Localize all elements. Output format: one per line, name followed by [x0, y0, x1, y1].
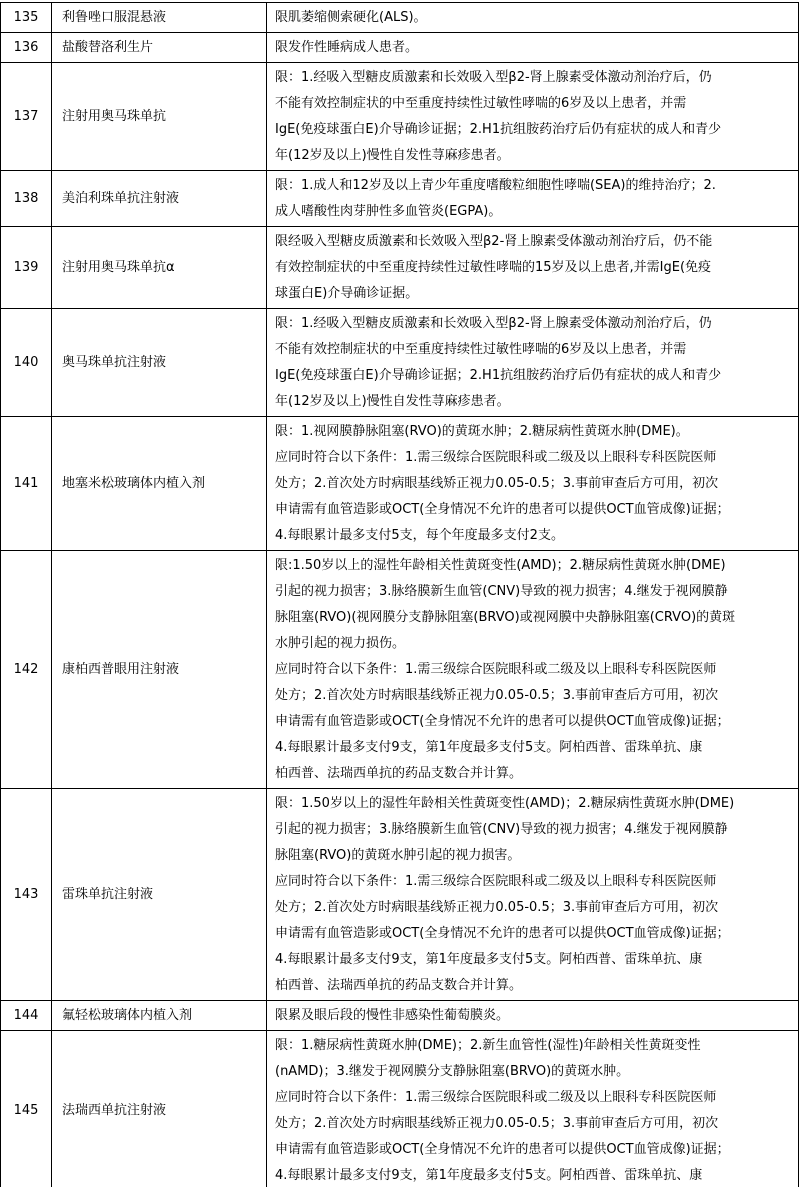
- restriction-line: 限：1.视网膜静脉阻塞(RVO)的黄斑水肿；2.糖尿病性黄斑水肿(DME)。: [275, 424, 689, 439]
- row-number: 144: [13, 1007, 39, 1023]
- drug-name: 康柏西普眼用注射液: [62, 661, 180, 677]
- restriction-line: (nAMD)；3.继发于视网膜分支静脉阻塞(BRVO)的黄斑水肿。: [275, 1064, 630, 1079]
- drug-name-cell: [52, 309, 267, 417]
- restriction-line: 限：1.成人和12岁及以上青少年重度嗜酸粒细胞性哮喘(SEA)的维持治疗；2.: [275, 178, 716, 193]
- restriction-line: 限发作性睡病成人患者。: [275, 40, 419, 55]
- drug-name: 法瑞西单抗注射液: [62, 1102, 167, 1118]
- restriction-cell: [267, 1031, 799, 1187]
- restriction-line: 不能有效控制症状的中至重度持续性过敏性哮喘的6岁及以上患者，并需: [275, 342, 687, 357]
- table-row: [1, 789, 799, 1001]
- row-number-cell: [1, 227, 52, 309]
- restriction-line: 处方；2.首次处方时病眼基线矫正视力0.05-0.5；3.事前审查后方可用，初次: [275, 476, 719, 491]
- table-row: [1, 63, 799, 171]
- table-row: [1, 1031, 799, 1187]
- restriction-line: 申请需有血管造影或OCT(全身情况不允许的患者可以提供OCT血管成像)证据；: [275, 714, 730, 729]
- row-number-cell: [1, 171, 52, 227]
- restriction-line: 处方；2.首次处方时病眼基线矫正视力0.05-0.5；3.事前审查后方可用，初次: [275, 688, 719, 703]
- row-number: 145: [13, 1102, 39, 1118]
- restriction-line: 柏西普、法瑞西单抗的药品支数合并计算。: [275, 978, 523, 993]
- restriction-line: IgE(免疫球蛋白E)介导确诊证据；2.H1抗组胺药治疗后仍有症状的成人和青少: [275, 122, 722, 137]
- drug-name: 美泊利珠单抗注射液: [62, 190, 180, 206]
- drug-name: 盐酸替洛利生片: [62, 39, 154, 55]
- row-number: 139: [13, 259, 39, 275]
- restriction-line: 限肌萎缩侧索硬化(ALS)。: [275, 10, 427, 25]
- restriction-line: 应同时符合以下条件：1.需三级综合医院眼科或二级及以上眼科专科医院医师: [275, 874, 717, 889]
- drug-name: 雷珠单抗注射液: [62, 886, 154, 902]
- restriction-line: 限：1.经吸入型糖皮质激素和长效吸入型β2-肾上腺素受体激动剂治疗后，仍: [275, 70, 712, 85]
- drug-name-cell: [52, 551, 267, 789]
- row-number: 141: [13, 475, 39, 491]
- drug-name: 奥马珠单抗注射液: [62, 354, 167, 370]
- row-number: 138: [13, 190, 39, 206]
- restriction-line: 成人嗜酸性肉芽肿性多血管炎(EGPA)。: [275, 204, 502, 219]
- drug-name-cell: [52, 33, 267, 63]
- restriction-line: 水肿引起的视力损伤。: [275, 636, 406, 651]
- drug-name-cell: [52, 1031, 267, 1187]
- row-number-cell: [1, 417, 52, 551]
- row-number: 135: [13, 9, 39, 25]
- restriction-cell: [267, 309, 799, 417]
- restriction-line: 申请需有血管造影或OCT(全身情况不允许的患者可以提供OCT血管成像)证据；: [275, 1142, 730, 1157]
- drug-name: 利鲁唑口服混悬液: [62, 9, 167, 25]
- restriction-line: 脉阻塞(RVO)的黄斑水肿引起的视力损害。: [275, 848, 521, 863]
- drug-restriction-table: [0, 2, 799, 1187]
- drug-name-cell: [52, 417, 267, 551]
- table-row: [1, 33, 799, 63]
- restriction-line: 限:1.50岁以上的湿性年龄相关性黄斑变性(AMD)；2.糖尿病性黄斑水肿(DME): [275, 558, 726, 573]
- drug-name-cell: [52, 1001, 267, 1031]
- restriction-line: 4.每眼累计最多支付9支，第1年度最多支付5支。阿柏西普、雷珠单抗、康: [275, 740, 703, 755]
- restriction-line: 处方；2.首次处方时病眼基线矫正视力0.05-0.5；3.事前审查后方可用，初次: [275, 1116, 719, 1131]
- restriction-line: 限：1.50岁以上的湿性年龄相关性黄斑变性(AMD)；2.糖尿病性黄斑水肿(DME): [275, 796, 735, 811]
- drug-name: 地塞米松玻璃体内植入剂: [62, 475, 206, 491]
- row-number-cell: [1, 1001, 52, 1031]
- restriction-line: IgE(免疫球蛋白E)介导确诊证据；2.H1抗组胺药治疗后仍有症状的成人和青少: [275, 368, 722, 383]
- drug-name: 氟轻松玻璃体内植入剂: [62, 1007, 193, 1023]
- restriction-line: 4.每眼累计最多支付9支，第1年度最多支付5支。阿柏西普、雷珠单抗、康: [275, 1168, 703, 1183]
- restriction-cell: [267, 551, 799, 789]
- row-number-cell: [1, 33, 52, 63]
- restriction-line: 引起的视力损害；3.脉络膜新生血管(CNV)导致的视力损害；4.继发于视网膜静: [275, 584, 728, 599]
- restriction-line: 脉阻塞(RVO)(视网膜分支静脉阻塞(BRVO)或视网膜中央静脉阻塞(CRVO)的黄斑: [275, 610, 736, 625]
- drug-name-cell: [52, 171, 267, 227]
- table-row: [1, 1001, 799, 1031]
- row-number: 140: [13, 354, 39, 370]
- table-row: [1, 171, 799, 227]
- row-number-cell: [1, 63, 52, 171]
- drug-name-cell: [52, 227, 267, 309]
- restriction-line: 限经吸入型糖皮质激素和长效吸入型β2-肾上腺素受体激动剂治疗后，仍不能: [275, 234, 713, 249]
- restriction-line: 申请需有血管造影或OCT(全身情况不允许的患者可以提供OCT血管成像)证据；: [275, 926, 730, 941]
- restriction-line: 限：1.经吸入型糖皮质激素和长效吸入型β2-肾上腺素受体激动剂治疗后，仍: [275, 316, 712, 331]
- restriction-line: 年(12岁及以上)慢性自发性荨麻疹患者。: [275, 394, 510, 409]
- row-number-cell: [1, 551, 52, 789]
- table-row: [1, 3, 799, 33]
- restriction-cell: [267, 417, 799, 551]
- table-row: [1, 551, 799, 789]
- drug-name-cell: [52, 789, 267, 1001]
- row-number-cell: [1, 3, 52, 33]
- row-number-cell: [1, 789, 52, 1001]
- restriction-line: 年(12岁及以上)慢性自发性荨麻疹患者。: [275, 148, 510, 163]
- restriction-cell: [267, 789, 799, 1001]
- restriction-line: 4.每眼累计最多支付5支，每个年度最多支付2支。: [275, 528, 564, 543]
- restriction-cell: [267, 3, 799, 33]
- restriction-line: 限：1.糖尿病性黄斑水肿(DME)；2.新生血管性(湿性)年龄相关性黄斑变性: [275, 1038, 701, 1053]
- row-number: 143: [13, 886, 39, 902]
- table-row: [1, 227, 799, 309]
- restriction-cell: [267, 33, 799, 63]
- restriction-line: 4.每眼累计最多支付9支，第1年度最多支付5支。阿柏西普、雷珠单抗、康: [275, 952, 703, 967]
- restriction-cell: [267, 171, 799, 227]
- restriction-line: 引起的视力损害；3.脉络膜新生血管(CNV)导致的视力损害；4.继发于视网膜静: [275, 822, 728, 837]
- table-row: [1, 309, 799, 417]
- restriction-line: 应同时符合以下条件：1.需三级综合医院眼科或二级及以上眼科专科医院医师: [275, 662, 717, 677]
- row-number: 142: [13, 661, 39, 677]
- row-number: 137: [13, 108, 39, 124]
- restriction-cell: [267, 227, 799, 309]
- drug-name: 注射用奥马珠单抗α: [62, 259, 175, 275]
- drug-name-cell: [52, 3, 267, 33]
- restriction-line: 有效控制症状的中至重度持续性过敏性哮喘的15岁及以上患者,并需IgE(免疫: [275, 260, 712, 275]
- restriction-cell: [267, 63, 799, 171]
- restriction-cell: [267, 1001, 799, 1031]
- restriction-line: 应同时符合以下条件：1.需三级综合医院眼科或二级及以上眼科专科医院医师: [275, 1090, 717, 1105]
- drug-name-cell: [52, 63, 267, 171]
- table-row: [1, 417, 799, 551]
- drug-name: 注射用奥马珠单抗: [62, 108, 167, 124]
- row-number: 136: [13, 39, 39, 55]
- restriction-line: 球蛋白E)介导确诊证据。: [275, 286, 419, 301]
- restriction-line: 柏西普、法瑞西单抗的药品支数合并计算。: [275, 766, 523, 781]
- table-body: [1, 3, 799, 1187]
- restriction-line: 不能有效控制症状的中至重度持续性过敏性哮喘的6岁及以上患者，并需: [275, 96, 687, 111]
- restriction-line: 处方；2.首次处方时病眼基线矫正视力0.05-0.5；3.事前审查后方可用，初次: [275, 900, 719, 915]
- row-number-cell: [1, 309, 52, 417]
- restriction-line: 限累及眼后段的慢性非感染性葡萄膜炎。: [275, 1008, 510, 1023]
- restriction-line: 应同时符合以下条件：1.需三级综合医院眼科或二级及以上眼科专科医院医师: [275, 450, 717, 465]
- row-number-cell: [1, 1031, 52, 1187]
- restriction-line: 申请需有血管造影或OCT(全身情况不允许的患者可以提供OCT血管成像)证据；: [275, 502, 730, 517]
